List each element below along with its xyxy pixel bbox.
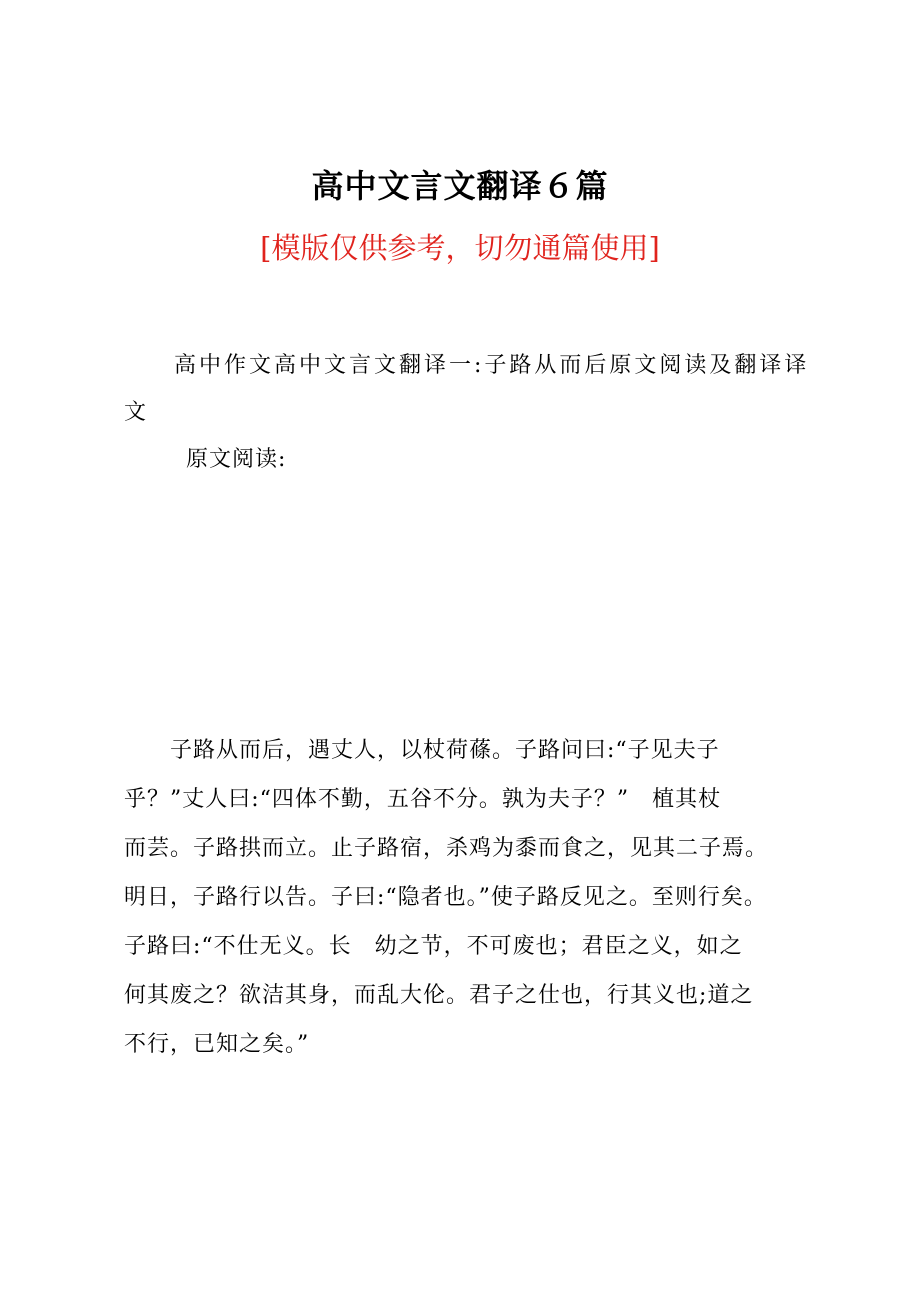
text-line: 而芸。子路拱而立。止子路宿，杀鸡为黍而食之，见其二子焉。: [124, 836, 769, 861]
text-line: 子路从而后，遇丈人，以杖荷蓧。子路问曰:“子见夫子: [124, 738, 720, 763]
text-line: 子路曰:“不仕无义。长 幼之节，不可废也；君臣之义，如之: [124, 934, 743, 959]
template-notice: [模版仅供参考，切勿通篇使用]: [260, 231, 660, 265]
document-title: 高中文言文翻译６篇: [311, 167, 609, 205]
classical-text: [124, 726, 824, 1069]
text-line: 明日，子路行以告。子曰:“隐者也。”使子路反见之。至则行矣。: [124, 885, 767, 910]
intro-paragraph: 高中作文高中文言文翻译一:子路从而后原文阅读及翻译译文: [124, 353, 810, 425]
text-line: 不行，已知之矣。”: [124, 1032, 310, 1057]
text-line: 乎？”丈人曰:“四体不勤，五谷不分。孰为夫子？” 植其杖: [124, 787, 722, 812]
text-line: 何其废之？欲洁其身，而乱大伦。君子之仕也，行其义也;道之: [124, 983, 754, 1008]
section-label: 原文阅读:: [186, 447, 287, 472]
